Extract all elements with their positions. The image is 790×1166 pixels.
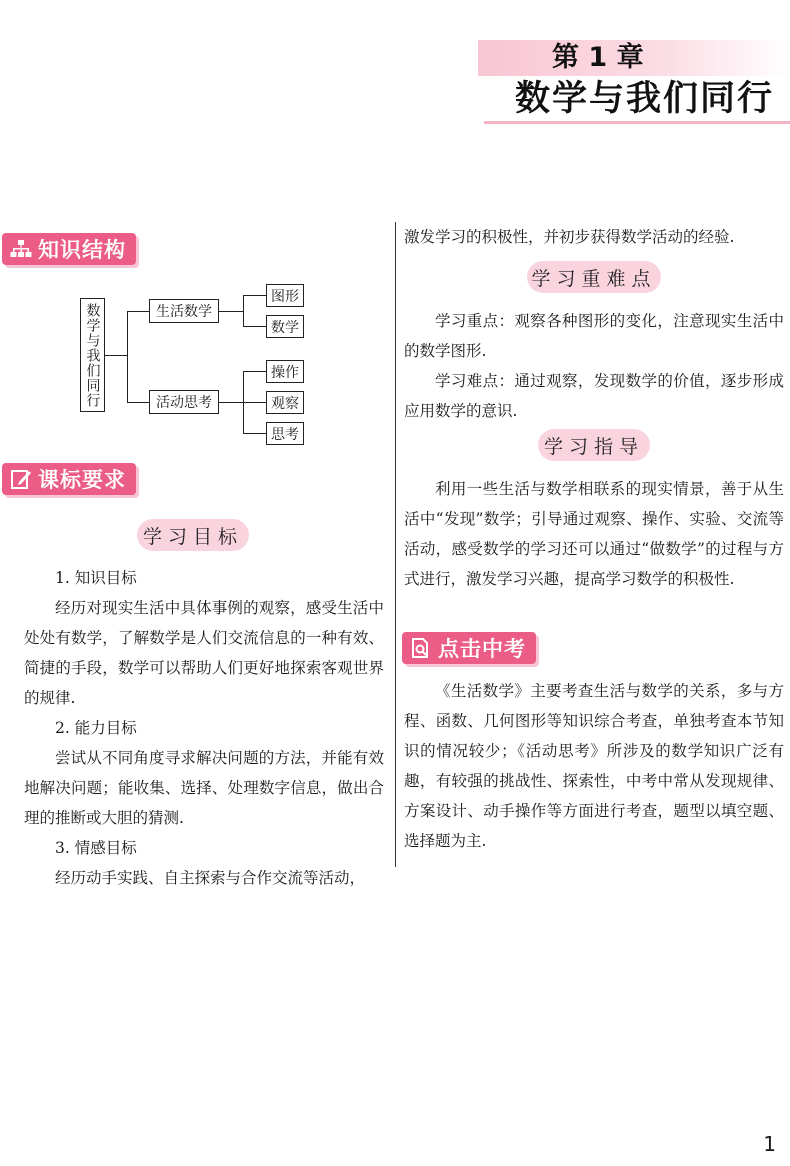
goal-heading: 3. 情感目标 [55, 839, 137, 857]
goal-heading: 2. 能力目标 [55, 719, 137, 737]
subheading-key-difficult-points: 学习重难点 [527, 261, 661, 293]
section-curriculum-standards [2, 463, 136, 495]
diagram-branch-life-math: 生活数学 [149, 299, 219, 323]
section-title: 知识结构 [38, 238, 126, 262]
chapter-label: 第 1 章 [552, 42, 644, 73]
diagram-branch-activity-thinking: 活动思考 [149, 390, 219, 414]
page-number: 1 [763, 1132, 776, 1156]
subheading-learning-goals: 学习目标 [137, 519, 249, 551]
edit-note-icon [8, 466, 34, 492]
difficult-point: 学习难点：通过观察，发现数学的价值，逐步形成应用数学的意识. [404, 372, 784, 420]
diagram-leaf: 图形 [266, 284, 304, 307]
section-knowledge-structure [2, 233, 136, 265]
section-title: 点击中考 [438, 637, 526, 661]
hierarchy-icon [8, 236, 34, 262]
chapter-underline [484, 121, 790, 124]
exam-paragraph: 《生活数学》主要考查生活与数学的关系，多与方程、函数、几何图形等知识综合考查，单独考查本节知识的情况较少；《活动思考》所涉及的数学知识广泛有趣，有较强的挑战性、探索性，中考中常从发现规律、方案设计、动手操作等方面进行考查，题型以填空题、选择题为主. [404, 682, 784, 850]
diagram-leaf: 观察 [266, 391, 304, 414]
column-divider [395, 222, 396, 867]
goal-heading: 1. 知识目标 [55, 569, 137, 587]
continuation-text [404, 222, 784, 252]
key-point: 学习重点：观察各种图形的变化，注意现实生活中的数学图形. [404, 312, 784, 360]
section-title: 课标要求 [38, 468, 126, 492]
diagram-leaf: 数学 [266, 315, 304, 338]
guidance-paragraph: 利用一些生活与数学相联系的现实情景，善于从生活中“发现”数学；引导通过观察、操作、实验、交流等活动，感受数学的学习还可以通过“做数学”的过程与方式进行，激发学习兴趣，提高学习数学的积极性. [404, 480, 784, 588]
continuation-line: 激发学习的积极性，并初步获得数学活动的经验. [404, 228, 735, 246]
guidance-text [404, 474, 784, 594]
learning-goals-text [24, 563, 384, 893]
diagram-leaf: 操作 [266, 360, 304, 383]
section-exam-focus [402, 632, 536, 664]
diagram-leaf: 思考 [266, 422, 304, 445]
goal-text: 尝试从不同角度寻求解决问题的方法，并能有效地解决问题；能收集、选择、处理数字信息，做出合理的推断或大胆的猜测. [24, 749, 384, 827]
subheading-learning-guidance: 学习指导 [538, 429, 650, 461]
goal-text: 经历动手实践、自主探索与合作交流等活动， [55, 869, 366, 887]
exam-focus-text [404, 676, 784, 856]
key-points-text [404, 306, 784, 426]
diagram-root: 数学与我们同行 [80, 298, 105, 412]
chapter-title: 数学与我们同行 [514, 79, 774, 119]
search-document-icon [408, 635, 434, 661]
goal-text: 经历对现实生活中具体事例的观察，感受生活中处处有数学，了解数学是人们交流信息的一种有效、简捷的手段，数学可以帮助人们更好地探索客观世界的规律. [24, 599, 384, 707]
